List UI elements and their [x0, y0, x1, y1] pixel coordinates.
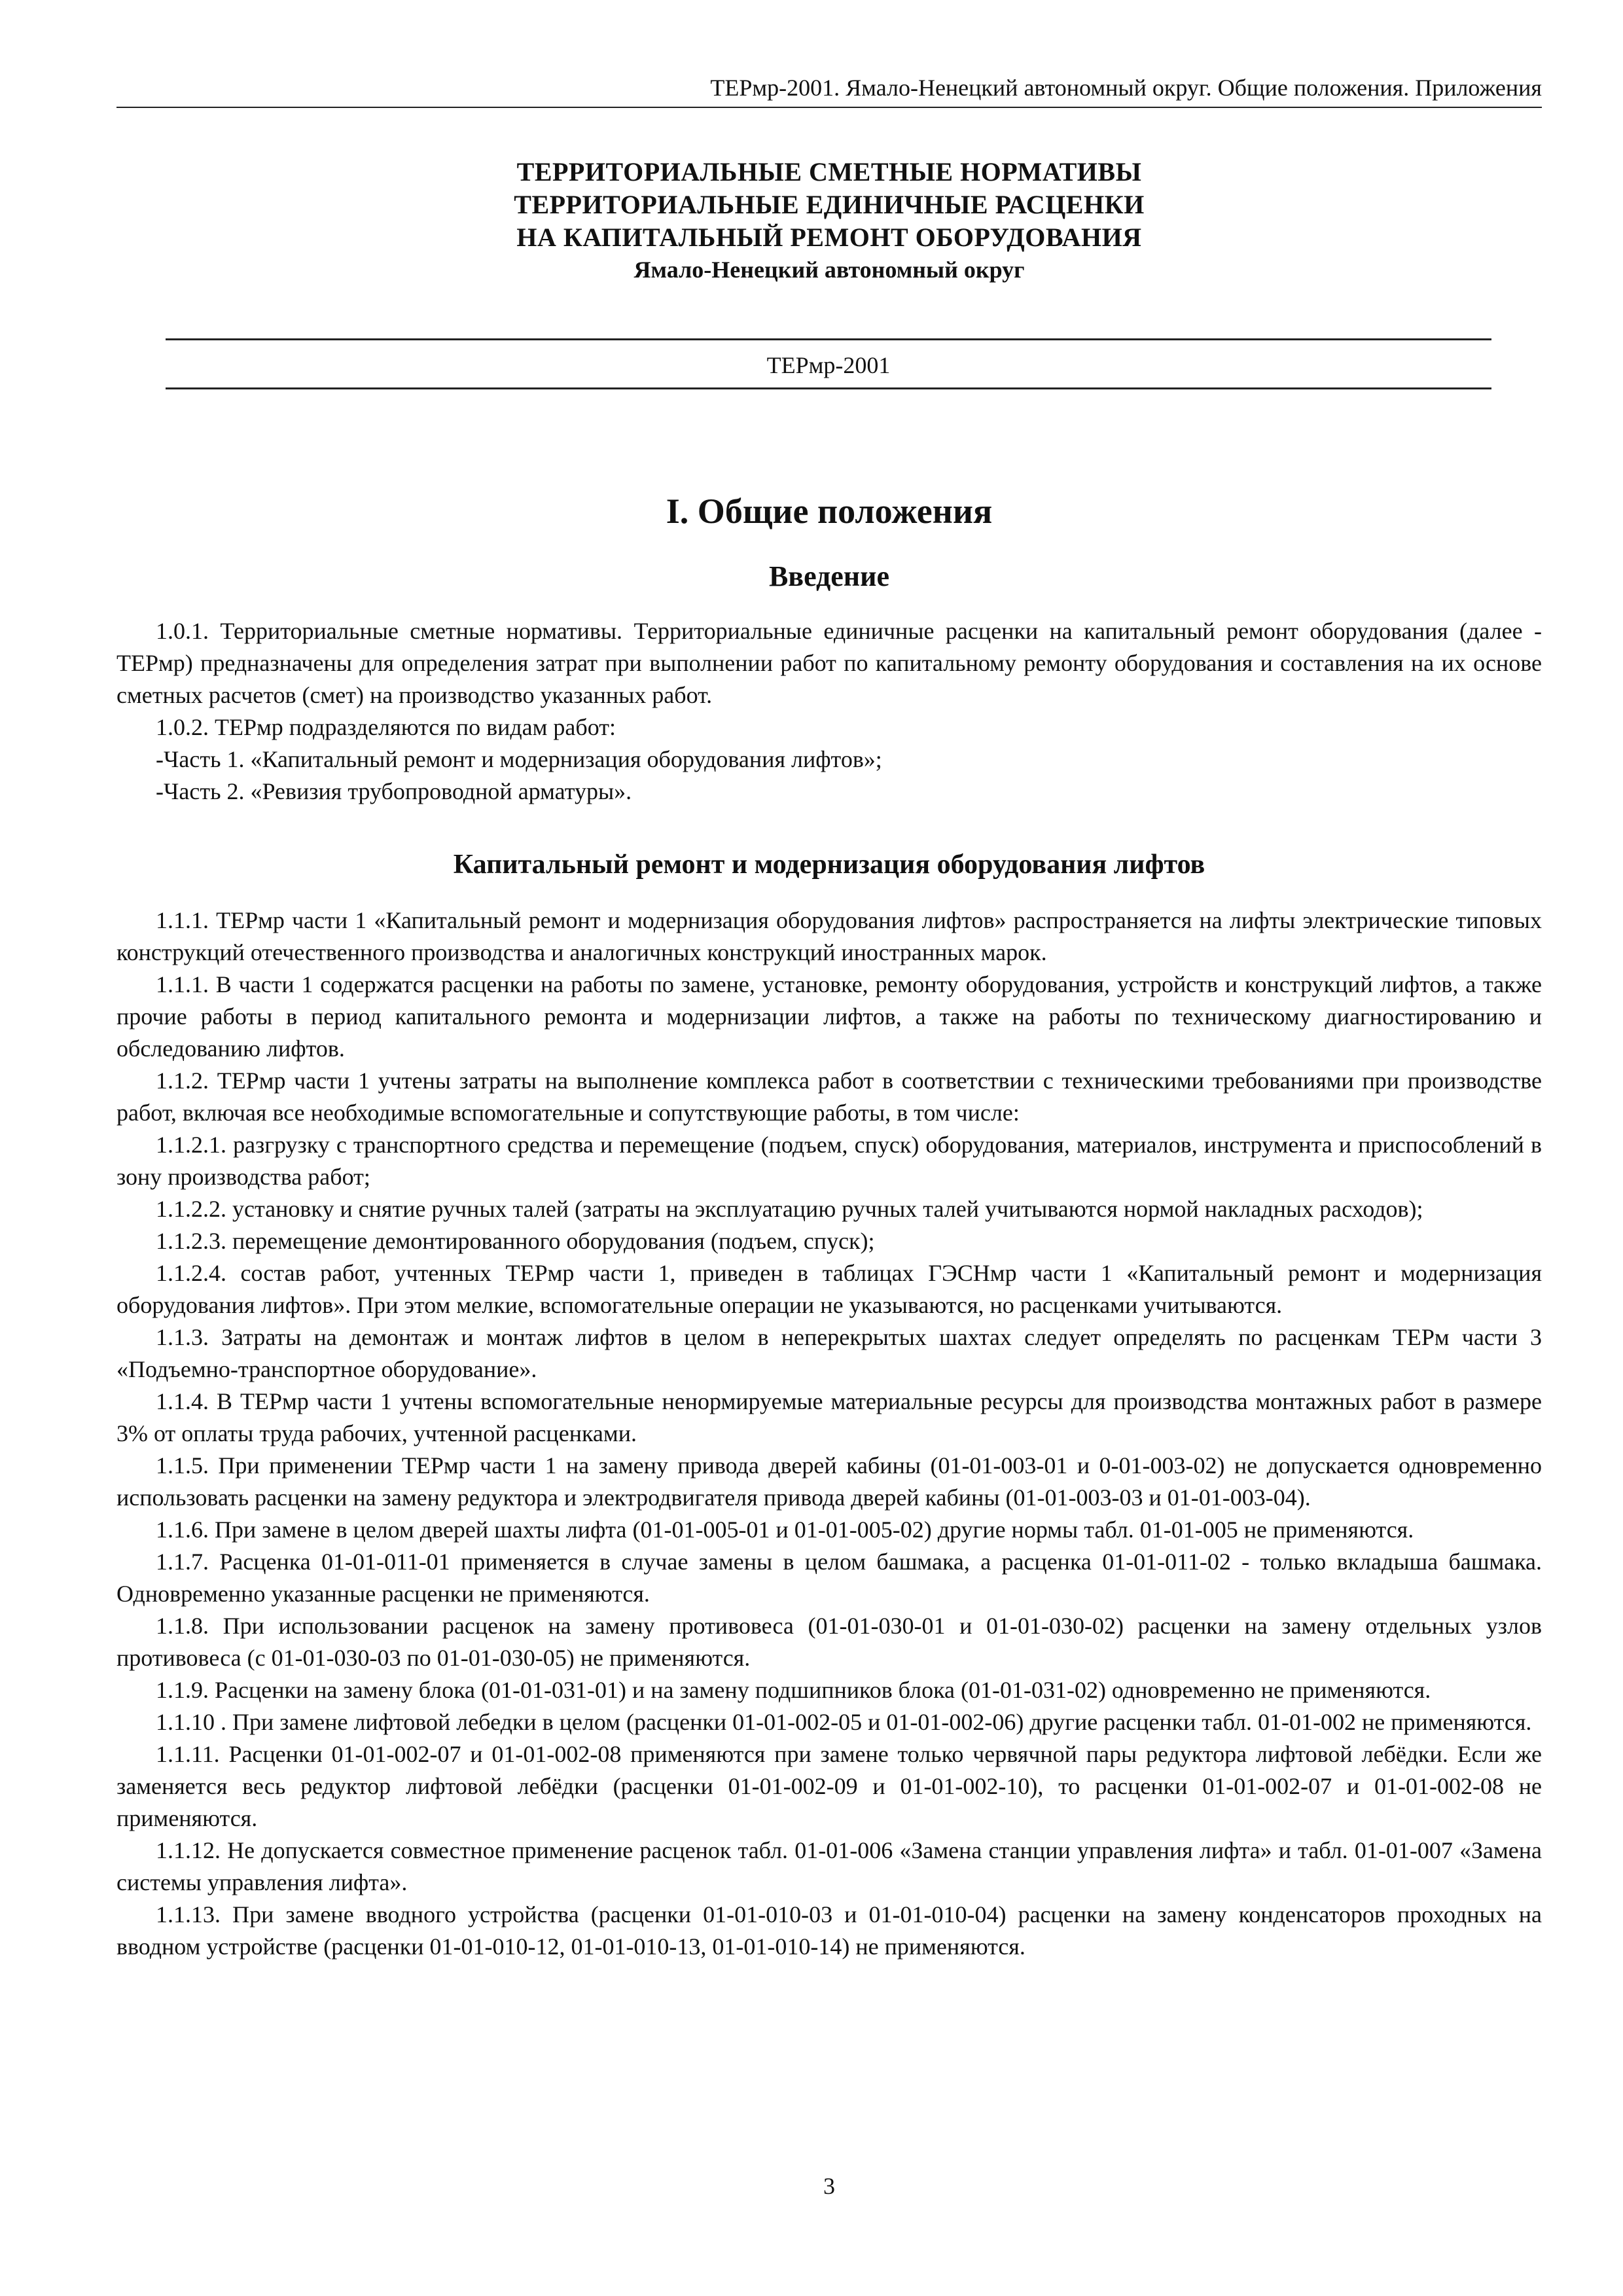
- title-block: [116, 156, 1542, 285]
- paragraph: 1.1.8. При использовании расценок на замену противовеса (01-01-030-01 и 01-01-030-02) расценки на замену отдельных узлов противовеса (с 01-01-030-03 по 01-01-030-05) не применяются.: [116, 1613, 1542, 1671]
- paragraph: 1.1.6. При замене в целом дверей шахты лифта (01-01-005-01 и 01-01-005-02) другие нормы табл. 01-01-005 не применяются.: [156, 1516, 1414, 1543]
- intro-heading: Введение: [768, 560, 890, 592]
- paragraph: 1.1.4. В ТЕРмр части 1 учтены вспомогательные ненормируемые материальные ресурсы для производства монтажных работ в размере 3% от оплаты труда рабочих, учтенной расценками.: [116, 1388, 1542, 1446]
- paragraph: 1.1.11. Расценки 01-01-002-07 и 01-01-002-08 применяются при замене только червячной пары редуктора лифтовой лебёдки. Если же заменяется весь редуктор лифтовой лебёдки (расценки 01-01-002-09 и 01-01-002-10), то расценки 01-01-002-07 и 01-01-002-08 не применяются.: [116, 1741, 1542, 1831]
- paragraph: 1.1.1. В части 1 содержатся расценки на работы по замене, установке, ремонту оборудования, устройств и конструкций лифтов, а также прочие работы в период капитального ремонта и модернизации лифтов, а также на работы по техническому диагностированию и обследованию лифтов.: [116, 971, 1542, 1062]
- paragraph: 1.1.1. ТЕРмр части 1 «Капитальный ремонт и модернизация оборудования лифтов» распространяется на лифты электрические типовых конструкций отечественного производства и аналогичных конструкций иностранных марок.: [116, 907, 1542, 965]
- document-code: ТЕРмр-2001: [766, 352, 891, 378]
- page-number: 3: [823, 2173, 835, 2199]
- title-line-1: ТЕРРИТОРИАЛЬНЫЕ СМЕТНЫЕ НОРМАТИВЫ: [516, 157, 1142, 187]
- paragraph: 1.1.12. Не допускается совместное применение расценок табл. 01-01-006 «Замена станции управления лифта» и табл. 01-01-007 «Замена системы управления лифта».: [116, 1837, 1542, 1895]
- paragraph: 1.1.10 . При замене лифтовой лебедки в целом (расценки 01-01-002-05 и 01-01-002-06) другие расценки табл. 01-01-002 не применяются.: [156, 1709, 1532, 1735]
- paragraph: 1.0.2. ТЕРмр подразделяются по видам работ:: [156, 714, 616, 740]
- paragraph: 1.0.1. Территориальные сметные нормативы. Территориальные единичные расценки на капитальный ремонт оборудования (далее - ТЕРмр) предназначены для определения затрат при выполнении работ по капитальному ремонту оборудования и составления на их основе сметных расчетов (смет) на производство указанных работ.: [116, 618, 1542, 708]
- paragraph: 1.1.5. При применении ТЕРмр части 1 на замену привода дверей кабины (01-01-003-01 и 0-01-003-02) не допускается одновременно использовать расценки на замену редуктора и электродвигателя привода дверей кабины (01-01-003-03 и 01-01-003-04).: [116, 1452, 1542, 1511]
- paragraph: -Часть 1. «Капитальный ремонт и модернизация оборудования лифтов»;: [156, 746, 882, 772]
- paragraph: -Часть 2. «Ревизия трубопроводной арматуры».: [156, 778, 632, 804]
- running-header: ТЕРмр-2001. Ямало-Ненецкий автономный округ. Общие положения. Приложения: [710, 75, 1542, 101]
- section-title: I. Общие положения: [666, 492, 993, 531]
- title-region: Ямало-Ненецкий автономный округ: [633, 257, 1025, 283]
- title-line-3: НА КАПИТАЛЬНЫЙ РЕМОНТ ОБОРУДОВАНИЯ: [516, 223, 1142, 252]
- code-rule-bottom: [166, 387, 1491, 389]
- lifts-text: [116, 905, 1542, 1963]
- code-rule-top: [166, 338, 1491, 340]
- paragraph: 1.1.2.4. состав работ, учтенных ТЕРмр части 1, приведен в таблицах ГЭСНмр части 1 «Капитальный ремонт и модернизация оборудования лифтов». При этом мелкие, вспомогательные операции не указываются, но расценками учитываются.: [116, 1260, 1542, 1318]
- paragraph: 1.1.3. Затраты на демонтаж и монтаж лифтов в целом в неперекрытых шахтах следует определять по расценкам ТЕРм части 3 «Подъемно-транспортное оборудование».: [116, 1324, 1542, 1382]
- paragraph: 1.1.2.3. перемещение демонтированного оборудования (подъем, спуск);: [156, 1228, 875, 1254]
- header-rule: [116, 107, 1542, 108]
- intro-text: [116, 615, 1542, 808]
- paragraph: 1.1.2. ТЕРмр части 1 учтены затраты на выполнение комплекса работ в соответствии с техническими требованиями при производстве работ, включая все необходимые вспомогательные и сопутствующие работы, в том числе:: [116, 1067, 1542, 1126]
- lifts-heading: Капитальный ремонт и модернизация оборудования лифтов: [453, 850, 1205, 880]
- paragraph: 1.1.7. Расценка 01-01-011-01 применяется в случае замены в целом башмака, а расценка 01-01-011-02 - только вкладыша башмака. Одновременно указанные расценки не применяются.: [116, 1549, 1542, 1607]
- paragraph: 1.1.9. Расценки на замену блока (01-01-031-01) и на замену подшипников блока (01-01-031-02) одновременно не применяются.: [156, 1677, 1431, 1703]
- paragraph: 1.1.13. При замене вводного устройства (расценки 01-01-010-03 и 01-01-010-04) расценки на замену конденсаторов проходных на вводном устройстве (расценки 01-01-010-12, 01-01-010-13, 01-01-010-14) не применяются.: [116, 1901, 1542, 1960]
- title-line-2: ТЕРРИТОРИАЛЬНЫЕ ЕДИНИЧНЫЕ РАСЦЕНКИ: [514, 190, 1145, 219]
- paragraph: 1.1.2.1. разгрузку с транспортного средства и перемещение (подъем, спуск) оборудования, материалов, инструмента и приспособлений в зону производства работ;: [116, 1132, 1542, 1190]
- paragraph: 1.1.2.2. установку и снятие ручных талей (затраты на эксплуатацию ручных талей учитываются нормой накладных расходов);: [156, 1196, 1423, 1222]
